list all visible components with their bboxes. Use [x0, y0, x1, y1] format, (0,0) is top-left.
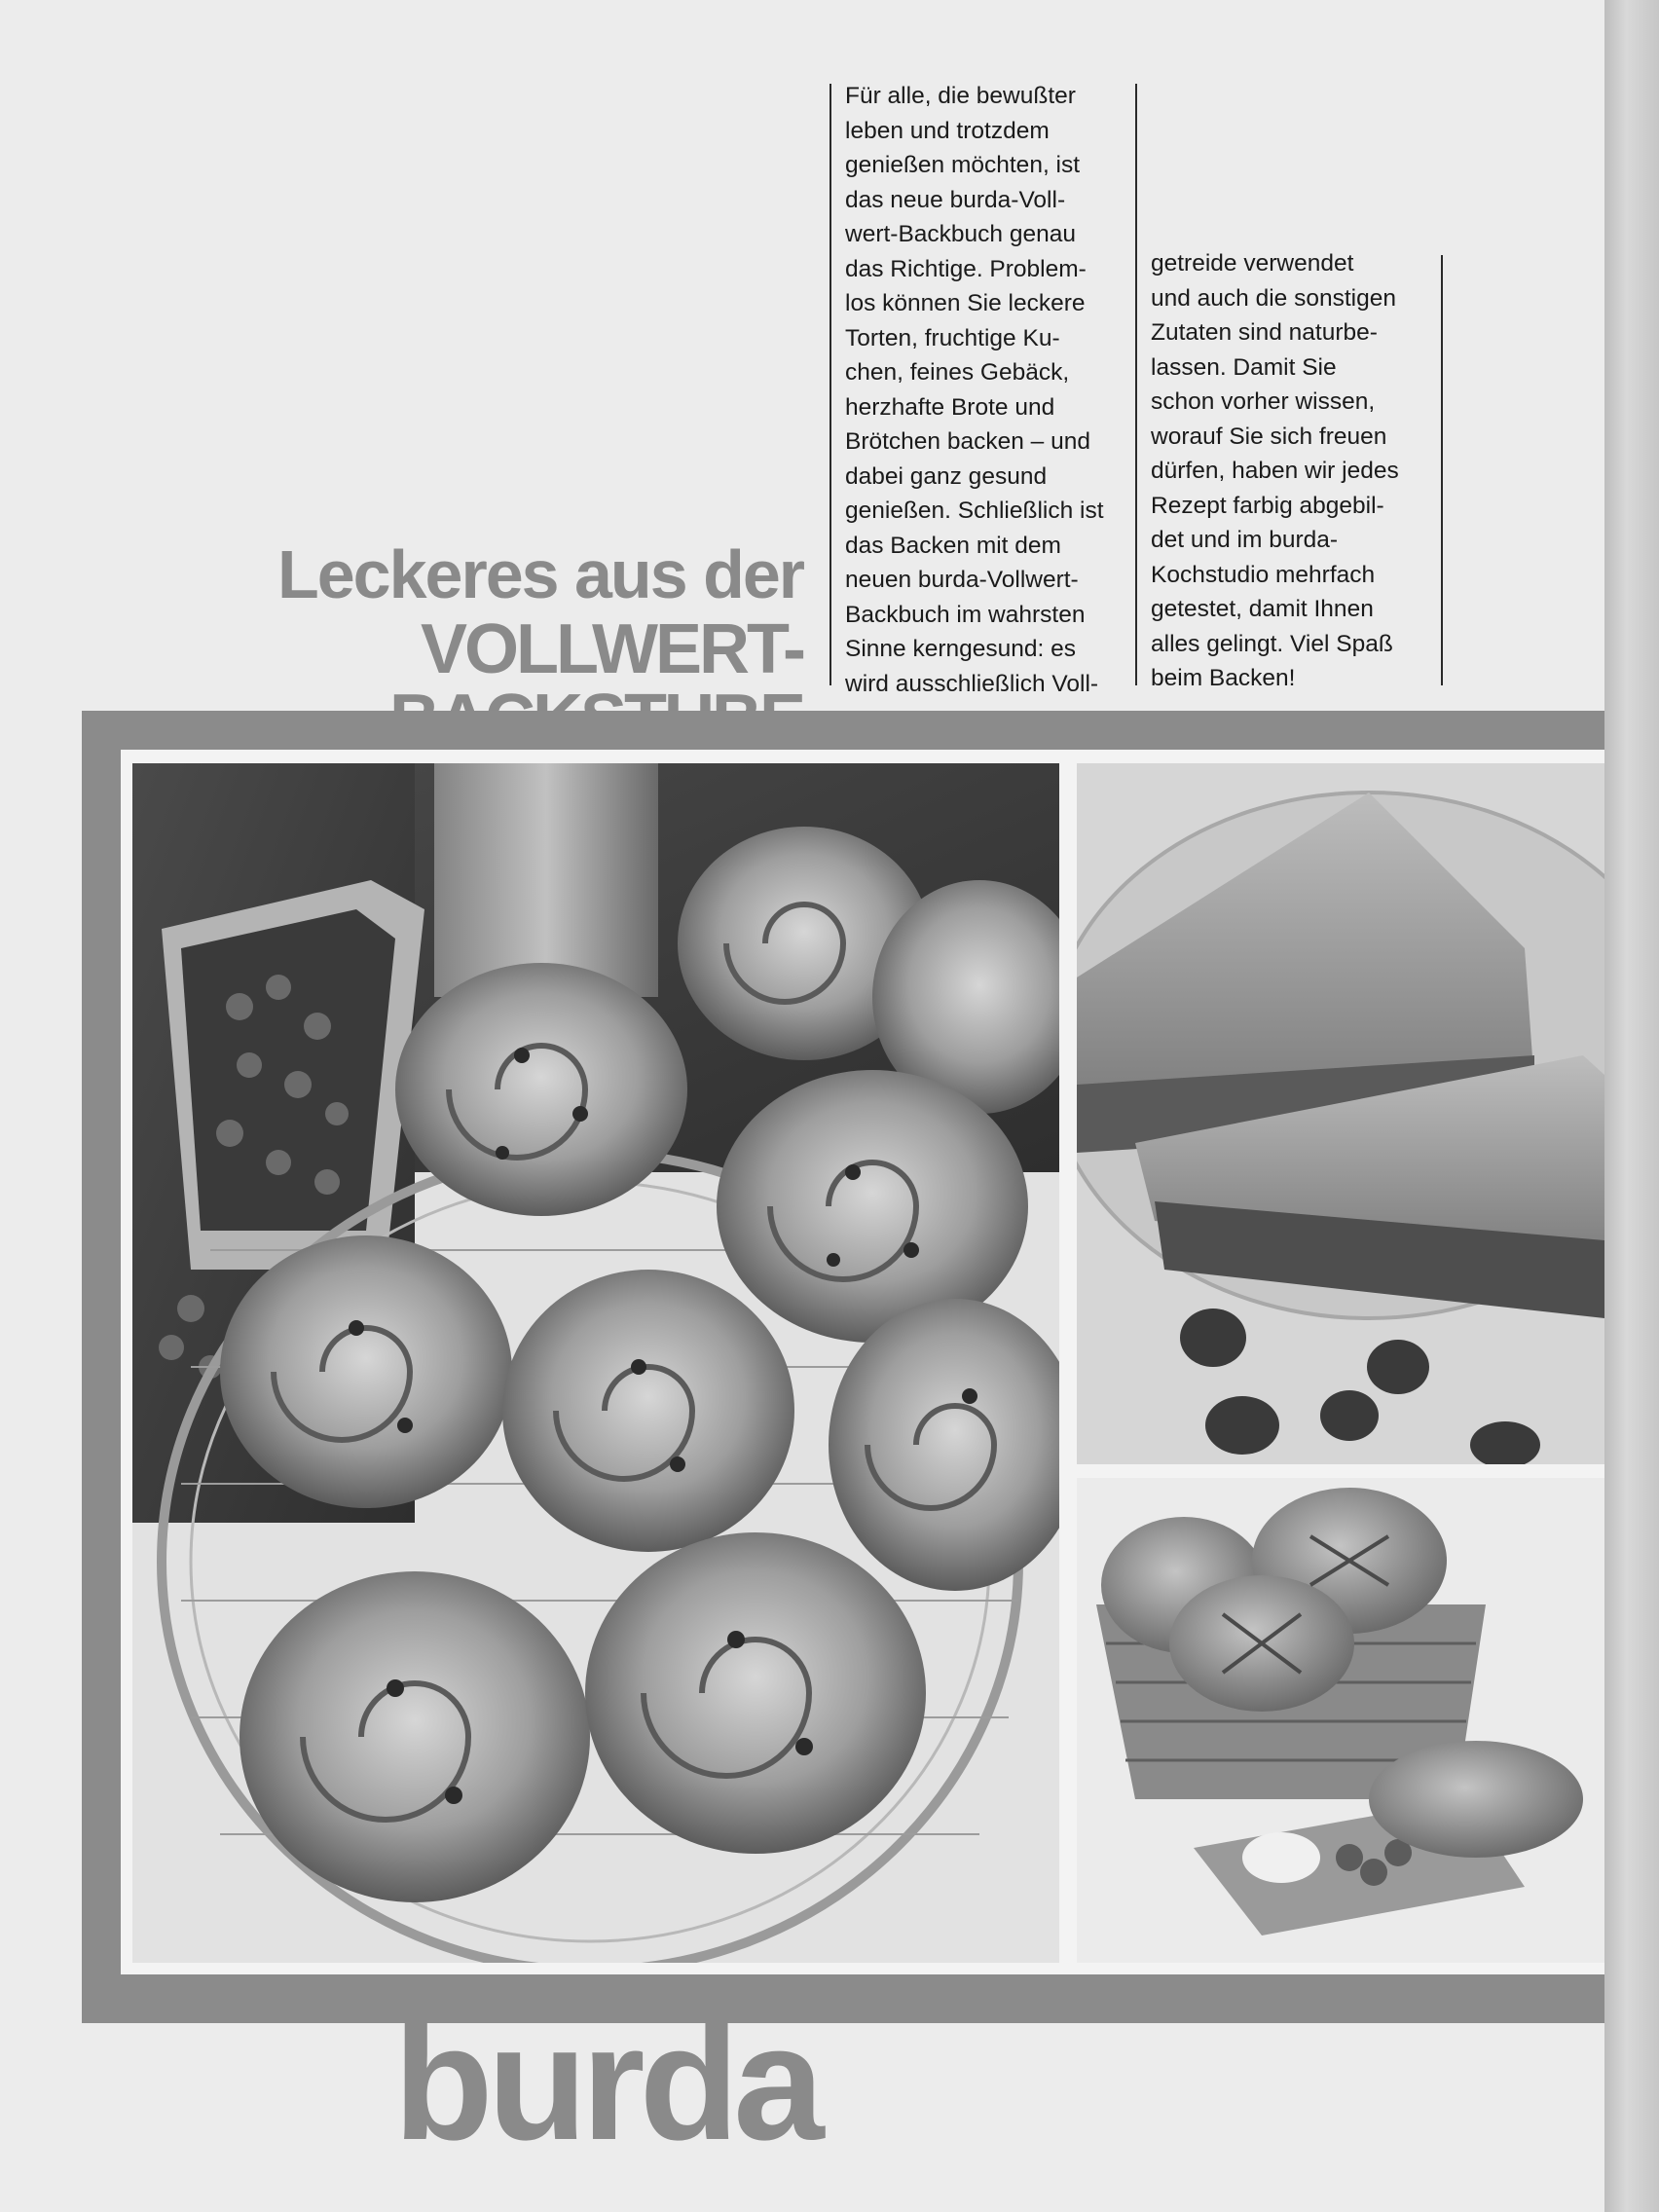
burda-logo: burda	[393, 1991, 819, 2174]
bread-rolls-photo	[1077, 1478, 1604, 1963]
swirl-buns-photo	[132, 763, 1059, 1963]
headline-line2: VOLLWERT-	[421, 610, 803, 688]
page-edge	[1604, 0, 1659, 2212]
column-rule-middle	[1135, 84, 1137, 685]
body-text-column-2: getreide verwendet und auch die sonstigen Zutaten sind naturbe- lassen. Damit Sie schon vorher wissen, worauf Sie sich freuen dürfen, haben wir jedes Rezept farbig abgebil- det und im burda- Kochstudio mehrfach getestet, damit Ihnen alles gelingt. Viel Spaß beim Backen!	[1151, 250, 1399, 691]
column-rule-right	[1441, 255, 1443, 685]
body-text-column-1: Für alle, die bewußter leben und trotzdem genießen möchten, ist das neue burda-Voll- wert-Backbuch genau das Richtige. Problem- los können Sie leckere Torten, fruchtige Ku- chen, feines Gebäck, herzhafte Brote und Brötchen backen – und dabei ganz gesund genießen. Schließlich ist das Backen mit dem neuen burda-Vollwert- Backbuch im wahrsten Sinne kerngesund: es wird ausschließlich Voll-	[845, 83, 1104, 697]
headline-line1: Leckeres aus der	[276, 536, 803, 612]
column-rule-left	[830, 84, 831, 685]
crumb-cake-photo	[1077, 763, 1604, 1464]
